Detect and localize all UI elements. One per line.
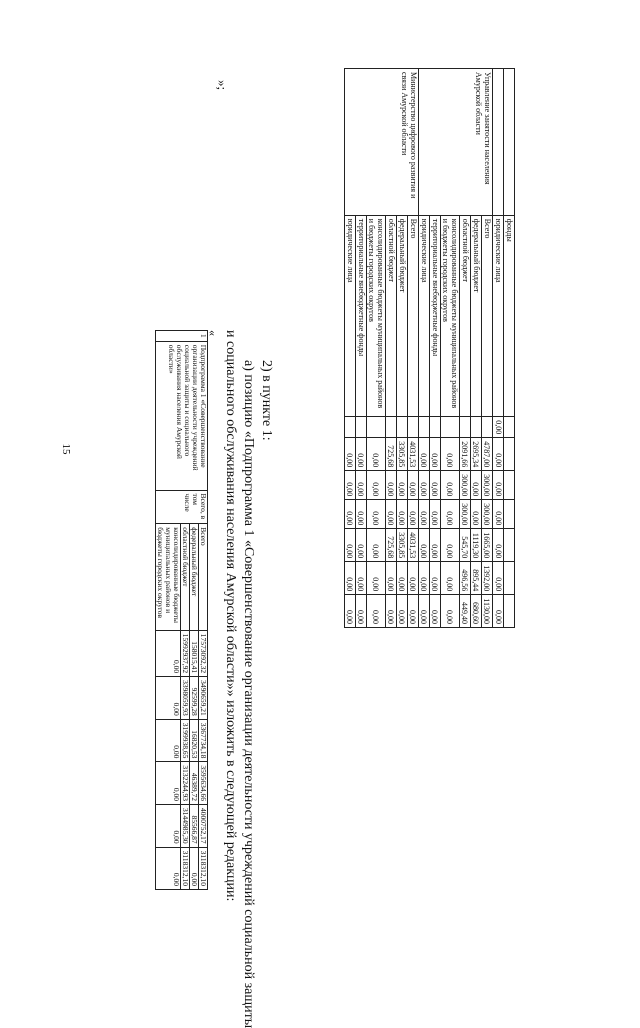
empty-cell: [345, 417, 356, 438]
value-cell: 3118312,10: [199, 847, 208, 889]
value-cell: 85566,87: [190, 804, 199, 847]
value-cell: 0,00: [345, 562, 356, 595]
value-cell: 496,56: [460, 562, 471, 595]
empty-cell: [441, 417, 460, 438]
value-cell: 0,00: [386, 595, 397, 628]
empty-cell: [408, 417, 419, 438]
empty-cell: [504, 529, 515, 562]
paragraph-item-a: а) позицию «Подпрограмма 1 «Совершенствование организации деятельности учреждений социальной защиты: [241, 360, 256, 1028]
value-cell: 4031,53: [408, 529, 419, 562]
value-cell: 680,60: [471, 595, 482, 628]
value-cell: 0,00: [345, 438, 356, 471]
page-number: 15: [60, 443, 72, 455]
value-cell: 0,00: [386, 471, 397, 500]
org-name: Управление занятости населения Амурской области: [419, 69, 493, 216]
value-cell: 4787,00: [482, 438, 493, 471]
value-cell: 3490659,21: [199, 677, 208, 720]
value-cell: 0,00: [471, 471, 482, 500]
value-cell: 0,00: [408, 595, 419, 628]
subprogram-name: Подпрограмма 1 «Совершенствование организации деятельности учреждений социальной защиты и социального обслуживания населения Амурской области»: [156, 341, 208, 490]
value-cell: 92599,28: [190, 677, 199, 720]
empty-cell: [430, 417, 441, 438]
value-cell: 0,00: [397, 500, 408, 529]
value-cell: 0,00: [441, 471, 460, 500]
empty-cell: [504, 69, 515, 216]
value-cell: 300,00: [460, 500, 471, 529]
value-cell: 0,00: [397, 471, 408, 500]
value-cell: 0,00: [419, 562, 430, 595]
value-cell: 0,00: [493, 417, 504, 438]
value-cell: 3132244,93: [181, 762, 190, 805]
value-cell: 0,00: [367, 438, 386, 471]
opening-quote: «: [206, 330, 220, 336]
table-row: [482, 69, 493, 628]
value-cell: 16820,53: [190, 719, 199, 762]
value-cell: 725,68: [386, 438, 397, 471]
row-label: консолидированные бюджеты муниципальных районов и бюджеты городских округов: [441, 215, 460, 416]
row-label: консолидированные бюджеты муниципальных районов и бюджеты городских округов: [367, 215, 386, 416]
empty-cell: [504, 595, 515, 628]
value-cell: 0,00: [156, 630, 181, 676]
value-cell: 0,00: [367, 562, 386, 595]
value-cell: 1665,00: [482, 529, 493, 562]
value-cell: 0,00: [430, 529, 441, 562]
value-cell: 1392,00: [482, 562, 493, 595]
value-cell: 1119,30: [471, 529, 482, 562]
value-cell: 0,00: [356, 562, 367, 595]
value-cell: 0,00: [386, 500, 397, 529]
row-label: юридические лица: [419, 215, 430, 416]
empty-cell: [504, 562, 515, 595]
value-cell: 158015,41: [190, 630, 199, 676]
value-cell: 2091,66: [460, 438, 471, 471]
value-cell: 300,00: [482, 500, 493, 529]
value-cell: 0,00: [493, 595, 504, 628]
value-cell: 3398059,93: [181, 677, 190, 720]
paragraph-item-2: 2) в пункте 1:: [259, 360, 274, 441]
value-cell: 0,00: [419, 471, 430, 500]
empty-cell: [397, 417, 408, 438]
value-cell: 0,00: [345, 471, 356, 500]
value-cell: 0,00: [441, 500, 460, 529]
value-cell: 3595634,66: [199, 762, 208, 805]
value-cell: 0,00: [493, 529, 504, 562]
value-cell: 0,00: [471, 500, 482, 529]
value-cell: 0,00: [419, 529, 430, 562]
value-cell: 545,70: [460, 529, 471, 562]
row-label: территориальные внебюджетные фонды: [430, 215, 441, 416]
value-cell: 2695,34: [471, 438, 482, 471]
value-cell: 0,00: [356, 529, 367, 562]
value-cell: 0,00: [397, 562, 408, 595]
value-cell: 15992937,92: [181, 630, 190, 676]
row-label: Всего: [482, 215, 493, 416]
value-cell: 895,44: [471, 562, 482, 595]
value-cell: 0,00: [441, 595, 460, 628]
row-label: федеральный бюджет: [397, 215, 408, 416]
value-cell: 0,00: [356, 595, 367, 628]
value-cell: 0,00: [397, 595, 408, 628]
value-cell: 0,00: [356, 438, 367, 471]
table-row: [199, 331, 208, 890]
value-cell: 3305,85: [397, 438, 408, 471]
empty-cell: [504, 471, 515, 500]
value-cell: 0,00: [190, 847, 199, 889]
value-cell: 300,00: [460, 471, 471, 500]
value-cell: 0,00: [345, 529, 356, 562]
empty-cell: [504, 417, 515, 438]
value-cell: 0,00: [419, 438, 430, 471]
value-cell: 4031,53: [408, 438, 419, 471]
value-cell: 0,00: [493, 500, 504, 529]
value-cell: 0,00: [345, 595, 356, 628]
value-cell: 0,00: [441, 562, 460, 595]
empty-cell: [460, 417, 471, 438]
value-cell: 0,00: [441, 529, 460, 562]
value-cell: 0,00: [419, 595, 430, 628]
org-name: Министерство цифрового развития и связи Амурской области: [345, 69, 419, 216]
scope-label: Всего, в том числе: [156, 490, 208, 524]
value-cell: 0,00: [156, 762, 181, 805]
value-cell: 300,00: [482, 471, 493, 500]
value-cell: 3367734,18: [199, 719, 208, 762]
value-cell: 0,00: [408, 562, 419, 595]
value-cell: 0,00: [156, 677, 181, 720]
empty-cell: [482, 417, 493, 438]
empty-cell: [504, 438, 515, 471]
value-cell: 0,00: [367, 529, 386, 562]
closing-quote: »;: [215, 80, 230, 91]
value-cell: 3118312,10: [181, 847, 190, 889]
value-cell: 0,00: [345, 500, 356, 529]
empty-cell: [386, 417, 397, 438]
value-cell: 0,00: [408, 471, 419, 500]
value-cell: 0,00: [441, 438, 460, 471]
value-cell: 46389,72: [190, 762, 199, 805]
value-cell: 449,40: [460, 595, 471, 628]
value-cell: 3199938,65: [181, 719, 190, 762]
value-cell: 725,68: [386, 529, 397, 562]
row-label: юридические лица: [345, 215, 356, 416]
value-cell: 1130,00: [482, 595, 493, 628]
value-cell: 0,00: [386, 562, 397, 595]
value-cell: 0,00: [430, 595, 441, 628]
row-label: территориальные внебюджетные фонды: [356, 215, 367, 416]
value-cell: 0,00: [430, 471, 441, 500]
row-label: юридические лица: [493, 215, 504, 416]
value-cell: 0,00: [408, 500, 419, 529]
funding-table-continued: [344, 68, 515, 628]
value-cell: 0,00: [367, 471, 386, 500]
row-label: Всего: [408, 215, 419, 416]
subprogram-table: [155, 330, 208, 890]
value-cell: 0,00: [493, 562, 504, 595]
value-cell: 0,00: [419, 500, 430, 529]
value-cell: 0,00: [367, 500, 386, 529]
value-cell: 0,00: [430, 500, 441, 529]
empty-cell: [493, 69, 504, 216]
value-cell: 0,00: [493, 471, 504, 500]
row-label: Всего: [199, 524, 208, 630]
row-label: консолидированные бюджеты муниципальных районов и бюджеты городских округов: [156, 524, 181, 630]
value-cell: 0,00: [367, 595, 386, 628]
value-cell: 17573092,32: [199, 630, 208, 676]
row-label: областной бюджет: [386, 215, 397, 416]
value-cell: 0,00: [430, 562, 441, 595]
row-label: федеральный бюджет: [190, 524, 199, 630]
row-number: 1: [156, 331, 208, 342]
empty-cell: [504, 500, 515, 529]
empty-cell: [419, 417, 430, 438]
value-cell: 4000752,17: [199, 804, 208, 847]
table-row: [408, 69, 419, 628]
value-cell: 3305,85: [397, 529, 408, 562]
empty-cell: [471, 417, 482, 438]
value-cell: 3144985,30: [181, 804, 190, 847]
value-cell: 0,00: [156, 719, 181, 762]
row-label: областной бюджет: [181, 524, 190, 630]
value-cell: 0,00: [356, 471, 367, 500]
paragraph-continuation: и социального обслуживания населения Амурской области»» изложить в следующей редакции:: [223, 330, 238, 902]
value-cell: 0,00: [356, 500, 367, 529]
value-cell: 0,00: [430, 438, 441, 471]
table-row: [493, 69, 504, 628]
table-row: [504, 69, 515, 628]
row-label: областной бюджет: [460, 215, 471, 416]
row-label: федеральный бюджет: [471, 215, 482, 416]
empty-cell: [356, 417, 367, 438]
value-cell: 0,00: [156, 847, 181, 889]
value-cell: 0,00: [156, 804, 181, 847]
value-cell: 0,00: [493, 438, 504, 471]
empty-cell: [367, 417, 386, 438]
row-label: фонды: [504, 215, 515, 416]
